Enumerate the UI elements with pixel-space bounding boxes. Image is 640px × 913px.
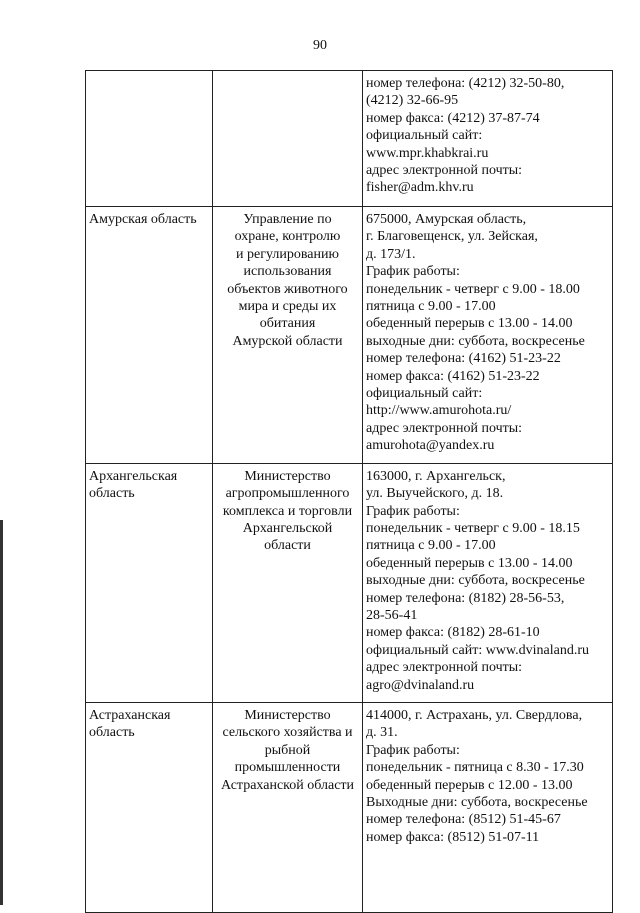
contacts-line: номер телефона: (4162) 51-23-22: [366, 351, 561, 367]
contacts-cell: [363, 71, 613, 207]
authority-line: объектов животного: [227, 281, 348, 297]
contacts-cell: [363, 702, 613, 912]
table-row: [86, 463, 613, 702]
table-row: [86, 71, 613, 207]
region-line: Астраханская: [89, 707, 171, 723]
contacts-line: официальный сайт:: [366, 386, 483, 402]
contacts-line: номер факса: (8512) 51-07-11: [366, 829, 540, 845]
contacts-line: пятница с 9.00 - 17.00: [366, 538, 496, 554]
authority-line: Министерство: [244, 707, 331, 723]
contacts-line: 414000, г. Астрахань, ул. Свердлова,: [366, 707, 583, 723]
region-line: Архангельская: [89, 468, 178, 484]
authority-cell: [213, 702, 363, 912]
contacts-line: График работы:: [366, 503, 460, 519]
contacts-line: ул. Выучейского, д. 18.: [366, 486, 504, 502]
authority-line: рыбной: [264, 742, 311, 758]
authority-line: обитания: [259, 316, 316, 332]
table-row: [86, 207, 613, 464]
region-cell: [86, 702, 213, 912]
authority-cell: [213, 71, 363, 207]
contacts-cell: [363, 463, 613, 702]
authority-line: области: [264, 538, 311, 554]
contacts-line: понедельник - четверг с 9.00 - 18.00: [366, 281, 580, 297]
scan-edge-shadow: [0, 520, 3, 905]
region-cell: [86, 71, 213, 207]
authority-line: Министерство: [244, 468, 331, 484]
contacts-line: 163000, г. Архангельск,: [366, 468, 506, 484]
contacts-line: График работы:: [366, 264, 460, 280]
authority-line: Управление по: [243, 212, 332, 227]
contacts-line: г. Благовещенск, ул. Зейская,: [366, 229, 538, 245]
authority-cell: [213, 463, 363, 702]
authority-line: агропромышленного: [225, 486, 350, 502]
contacts-line: понедельник - четверг с 9.00 - 18.15: [366, 520, 580, 536]
contacts-line: номер телефона: (8512) 51-45-67: [366, 812, 561, 828]
authority-line: мира и среды их: [238, 299, 337, 315]
contacts-line: 675000, Амурская область,: [366, 212, 527, 227]
page-number: 90: [313, 38, 327, 53]
authority-cell: [213, 207, 363, 464]
contacts-line: д. 173/1.: [366, 246, 416, 262]
table-row: [86, 702, 613, 912]
contacts-line: адрес электронной почты:: [366, 163, 523, 179]
contacts-line: обеденный перерыв с 13.00 - 14.00: [366, 316, 573, 332]
contacts-line: обеденный перерыв с 12.00 - 13.00: [366, 777, 573, 793]
authority-line: комплекса и торговли: [222, 503, 353, 519]
authority-line: охране, контролю: [234, 229, 341, 245]
contacts-cell: [363, 207, 613, 464]
contacts-line: номер телефона: (4212) 32-50-80,: [366, 76, 565, 91]
contacts-line: д. 31.: [366, 725, 398, 741]
contacts-line: fisher@adm.khv.ru: [366, 180, 474, 196]
authority-line: Архангельской: [242, 520, 333, 536]
contacts-line: номер телефона: (8182) 28-56-53,: [366, 590, 565, 606]
region-line: область: [89, 486, 135, 502]
region-cell: [86, 463, 213, 702]
contacts-line: адрес электронной почты:: [366, 660, 523, 676]
contacts-line: (4212) 32-66-95: [366, 93, 459, 109]
contacts-line: пятница с 9.00 - 17.00: [366, 299, 496, 315]
contacts-line: agro@dvinaland.ru: [366, 677, 475, 693]
contacts-line: понедельник - пятница с 8.30 - 17.30: [366, 760, 584, 776]
authorities-table: [85, 70, 613, 913]
region-line: область: [89, 725, 135, 741]
contacts-line: выходные дни: суббота, воскресенье: [366, 333, 585, 349]
authority-line: использования: [243, 264, 332, 280]
authority-line: промышленности: [234, 760, 341, 776]
contacts-line: номер факса: (4212) 37-87-74: [366, 110, 540, 126]
region-cell: [86, 207, 213, 464]
contacts-line: номер факса: (4162) 51-23-22: [366, 368, 540, 384]
contacts-line: http://www.amurohota.ru/: [366, 403, 512, 419]
contacts-line: официальный сайт: www.dvinaland.ru: [366, 642, 590, 658]
authority-line: Астраханской области: [220, 777, 355, 793]
contacts-line: www.mpr.khabkrai.ru: [366, 145, 489, 161]
contacts-line: обеденный перерыв с 13.00 - 14.00: [366, 555, 573, 571]
contacts-line: 28-56-41: [366, 607, 418, 623]
authority-line: Амурской области: [232, 333, 343, 349]
contacts-line: График работы:: [366, 742, 460, 758]
contacts-line: адрес электронной почты:: [366, 420, 523, 436]
contacts-line: официальный сайт:: [366, 128, 483, 144]
authority-line: и регулированию: [236, 246, 339, 262]
contacts-line: Выходные дни: суббота, воскресенье: [366, 795, 588, 810]
authority-line: сельского хозяйства и: [222, 725, 353, 741]
contacts-line: amurohota@yandex.ru: [366, 438, 495, 454]
contacts-line: выходные дни: суббота, воскресенье: [366, 573, 585, 589]
region-line: Амурская область: [89, 212, 197, 227]
contacts-line: номер факса: (8182) 28-61-10: [366, 625, 540, 641]
